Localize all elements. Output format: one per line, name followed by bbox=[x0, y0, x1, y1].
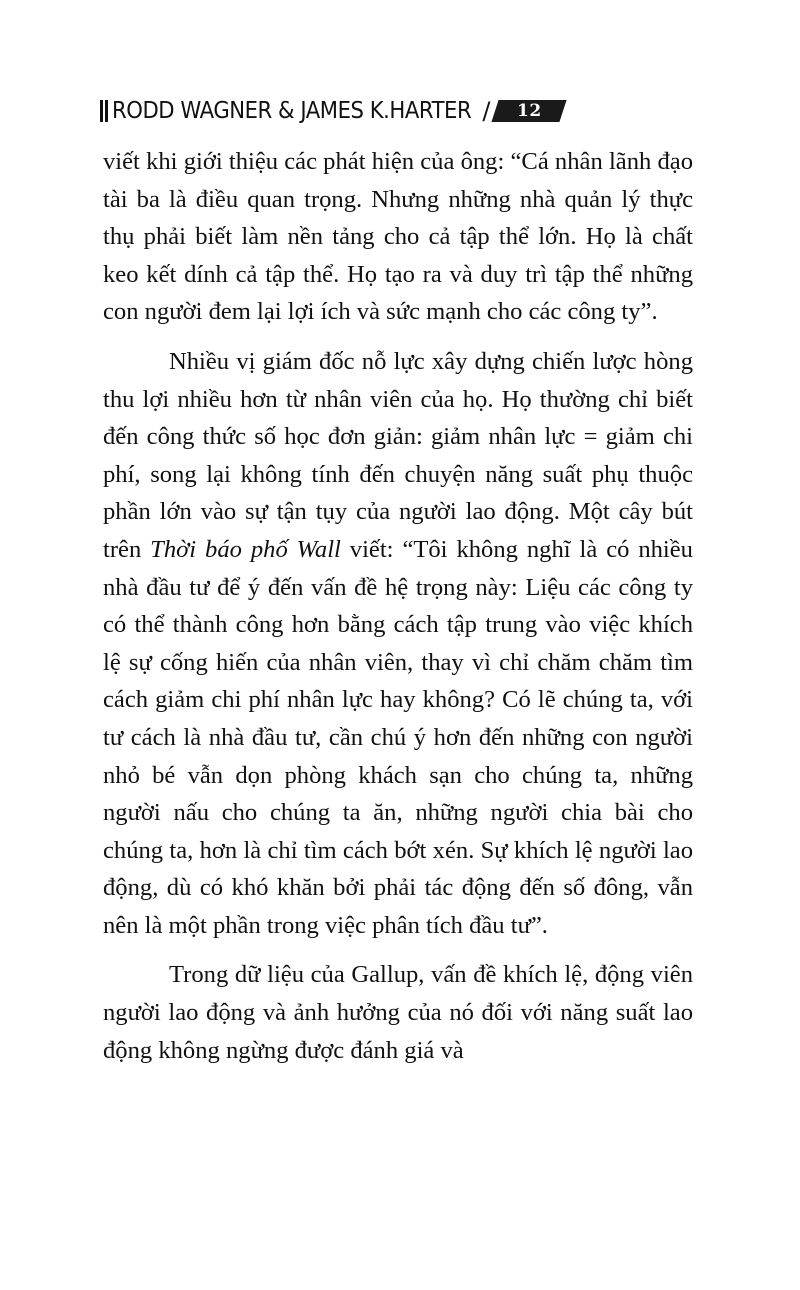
page-number-badge bbox=[491, 100, 566, 122]
text-run: viết: “Tôi không nghĩ là có nhiều nhà đầu tư để ý đến vấn đề hệ trọng này: Liệu các công ty có thể thành công hơn bằng cách tập trung vào việc khích lệ sự cống hiến của nhân viên, thay vì chỉ chăm chăm tìm cách giảm chi phí nhân lực hay không? Có lẽ chúng ta, với tư cách là nhà đầu tư, cần chú ý hơn đến những con người nhỏ bé vẫn dọn phòng khách sạn cho chúng ta, những người nấu cho chúng ta ăn, những người chia bài cho chúng ta, hơn là chỉ tìm cách bớt xén. Sự khích lệ người lao động, dù có khó khăn bởi phải tác động đến số đông, vẫn nên là một phần trong việc phân tích đầu tư”. bbox=[103, 535, 693, 939]
paragraph bbox=[103, 343, 693, 945]
text-run: Nhiều vị giám đốc nỗ lực xây dựng chiến lược hòng thu lợi nhiều hơn từ nhân viên của họ. Họ thường chỉ biết đến công thức số học đơn giản: giảm nhân lực = giảm chi phí, song lại không tính đến chuyện năng suất phụ thuộc phần lớn vào sự tận tụy của người lao động. Một cây bút trên bbox=[103, 347, 693, 563]
running-head bbox=[100, 95, 563, 127]
italic-title: Thời báo phố Wall bbox=[150, 535, 341, 563]
text-run: viết khi giới thiệu các phát hiện của ông: “Cá nhân lãnh đạo tài ba là điều quan trọng. Nhưng những nhà quản lý thực thụ phải biết làm nền tảng cho cả tập thể lớn. Họ là chất keo kết dính cả tập thể. Họ tạo ra và duy trì tập thể những con người đem lại lợi ích và sức mạnh cho các công ty”. bbox=[103, 148, 693, 326]
double-bar-ornament-icon bbox=[100, 100, 108, 122]
paragraph bbox=[103, 143, 693, 331]
page-number: 12 bbox=[516, 101, 541, 121]
body-text bbox=[103, 143, 693, 1069]
running-head-authors: RODD WAGNER & JAMES K.HARTER bbox=[112, 98, 472, 124]
running-head-separator: / bbox=[482, 97, 491, 125]
paragraph bbox=[103, 956, 693, 1069]
text-run: Trong dữ liệu của Gallup, vấn đề khích lệ, động viên người lao động và ảnh hưởng của nó đối với năng suất lao động không ngừng được đánh giá và bbox=[103, 961, 693, 1064]
